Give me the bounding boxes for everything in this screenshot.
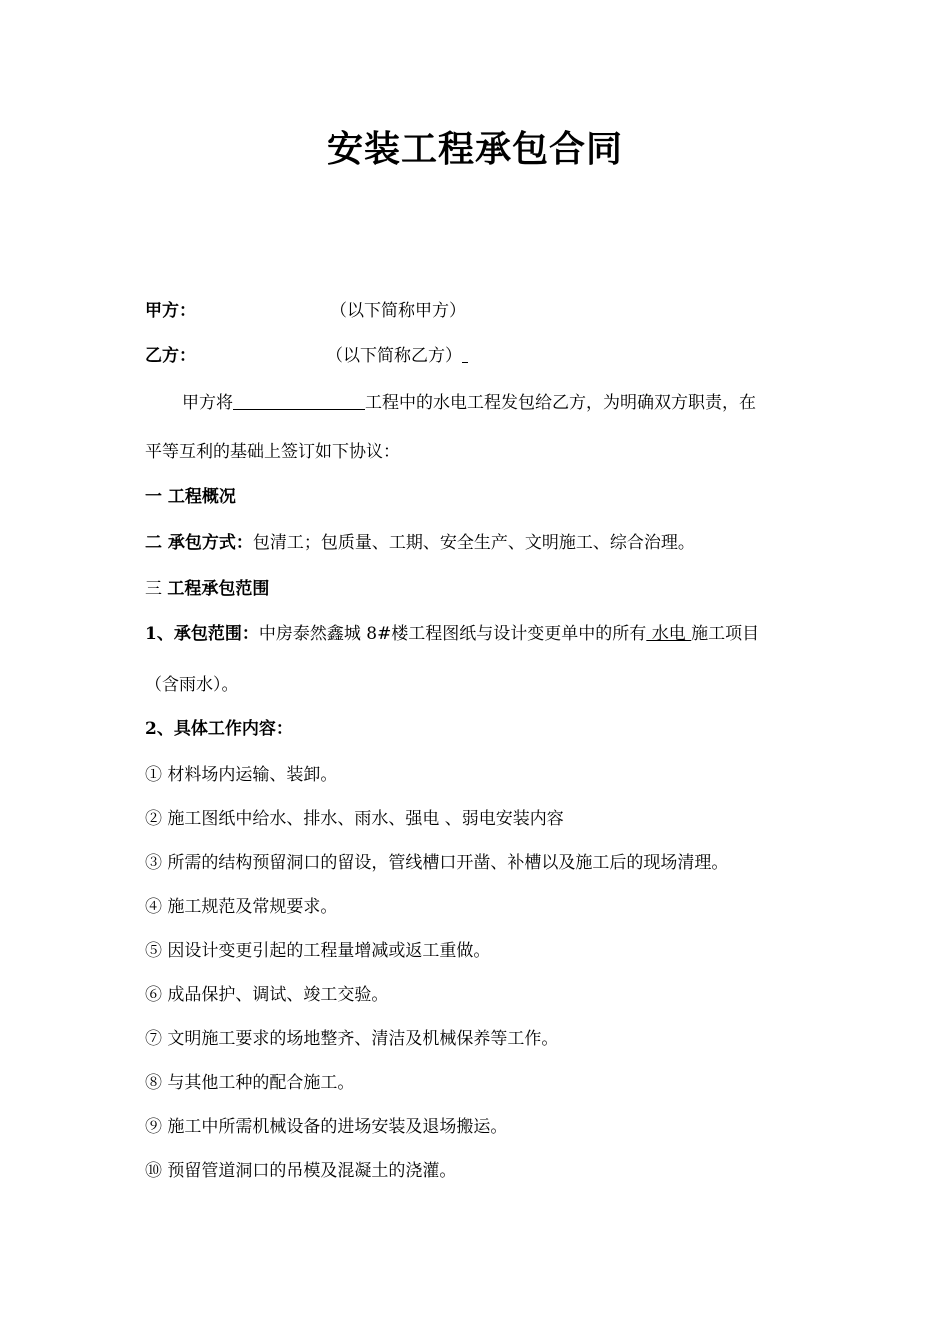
work-item: ④ 施工规范及常规要求。 [145,897,338,917]
section-2-line [145,530,815,556]
work-item: ① 材料场内运输、装卸。 [145,765,338,785]
work-item: ⑦ 文明施工要求的场地整齐、清洁及机械保养等工作。 [145,1029,559,1049]
work-item: ⑨ 施工中所需机械设备的进场安装及退场搬运。 [145,1117,508,1137]
section-1-heading: 一 工程概况 [145,487,236,507]
work-item: ② 施工图纸中给水、排水、雨水、强电 、弱电安装内容 [145,809,564,829]
party-a-line [145,298,815,324]
section-2-heading: 二 承包方式： [145,533,253,553]
project-name-blank [233,391,365,410]
intro-part-1: 甲方将 [182,393,233,413]
party-b-note: （以下简称乙方） [326,346,462,366]
work-content-label: 2、具体工作内容： [145,719,293,739]
document-title: 安装工程承包合同 [326,129,623,170]
section-3-heading: 工程承包范围 [167,579,270,599]
work-item: ⑧ 与其他工种的配合施工。 [145,1073,355,1093]
scope-line-2: （含雨水）。 [145,675,239,695]
intro-line-2: 平等互利的基础上签订如下协议： [145,442,400,462]
party-b-label: 乙方： [145,346,196,366]
work-item: ⑥ 成品保护、调试、竣工交验。 [145,985,389,1005]
scope-label: 1、承包范围： [145,624,259,644]
scope-text-before: 中房泰然鑫城 8#楼工程图纸与设计变更单中的所有 [258,624,647,644]
section-2-text: 包清工；包质量、工期、安全生产、文明施工、综合治理。 [252,533,695,553]
work-item: ③ 所需的结构预留洞口的留设，管线槽口开凿、补槽以及施工后的现场清理。 [145,853,729,873]
party-a-note: （以下简称甲方） [330,301,466,321]
scope-underlined: 水电 [646,624,692,644]
work-item: ⑩ 预留管道洞口的吊模及混凝土的浇灌。 [145,1161,457,1181]
scope-line-1 [145,621,815,647]
work-item: ⑤ 因设计变更引起的工程量增减或返工重做。 [145,941,491,961]
party-b-line [145,343,815,369]
section-3-prefix: 三 [145,579,168,599]
section-3-line [145,576,815,602]
party-b-trailing-blank [462,344,468,363]
intro-line-1 [145,390,852,416]
intro-part-2: 工程中的水电工程发包给乙方，为明确双方职责，在 [365,393,756,413]
scope-text-after: 施工项目 [691,624,760,644]
party-a-label: 甲方： [145,301,196,321]
